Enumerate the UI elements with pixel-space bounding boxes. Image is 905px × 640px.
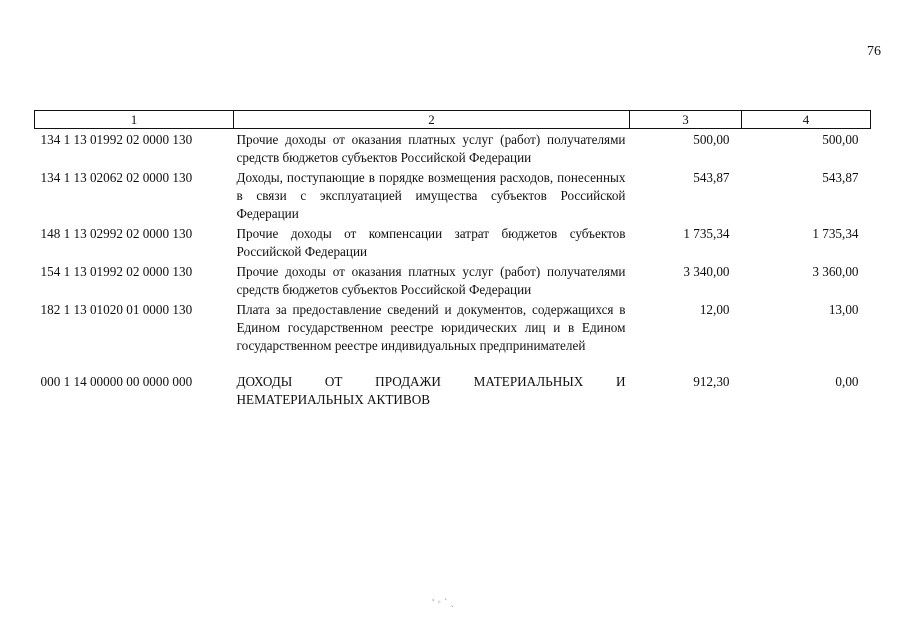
value-col3: 500,00 [693,132,730,147]
column-header-2: 2 [234,111,630,129]
column-header-1: 1 [35,111,234,129]
table-row [35,167,871,223]
table-row [35,261,871,299]
value-col4: 13,00 [828,302,859,317]
revenue-name: ДОХОДЫ ОТ ПРОДАЖИ МАТЕРИАЛЬНЫХ И НЕМАТЕРИАЛЬНЫХ АКТИВОВ [236,374,626,407]
value-col3: 3 340,00 [683,264,730,279]
table-row [35,129,871,168]
value-col3: 12,00 [699,302,730,317]
table-header-row [35,111,871,129]
value-col3: 543,87 [693,170,730,185]
budget-code: 182 1 13 01020 01 0000 130 [40,302,193,317]
value-col3: 912,30 [693,374,730,389]
budget-code: 134 1 13 01992 02 0000 130 [40,132,193,147]
table-row [35,299,871,355]
scan-marks: ' ◦ ` ˎ [432,598,455,607]
value-col4: 543,87 [822,170,859,185]
column-header-4: 4 [742,111,871,129]
budget-code: 134 1 13 02062 02 0000 130 [40,170,193,185]
revenue-name: Прочие доходы от оказания платных услуг (работ) получателями средств бюджетов субъектов Российской Федерации [236,264,626,297]
value-col4: 3 360,00 [812,264,859,279]
value-col4: 500,00 [822,132,859,147]
revenue-name: Доходы, поступающие в порядке возмещения расходов, понесенных в связи с эксплуатацией имущества субъектов Российской Федерации [236,170,626,221]
column-header-3: 3 [630,111,742,129]
table-spacer-row [35,355,871,371]
value-col3: 1 735,34 [683,226,730,241]
revenue-name: Прочие доходы от оказания платных услуг (работ) получателями средств бюджетов субъектов Российской Федерации [236,132,626,165]
budget-code: 148 1 13 02992 02 0000 130 [40,226,193,241]
revenue-name: Плата за предоставление сведений и документов, содержащихся в Едином государственном реестре юридических лиц и в Едином государственном реестре индивидуальных предпринимателей [236,302,626,353]
revenue-name: Прочие доходы от компенсации затрат бюджетов субъектов Российской Федерации [236,226,626,259]
revenue-table [34,110,871,409]
budget-code: 154 1 13 01992 02 0000 130 [40,264,193,279]
budget-code: 000 1 14 00000 00 0000 000 [40,374,193,389]
table-row [35,371,871,409]
value-col4: 0,00 [835,374,859,389]
table-row [35,223,871,261]
value-col4: 1 735,34 [812,226,859,241]
page-number: 76 [867,44,881,59]
